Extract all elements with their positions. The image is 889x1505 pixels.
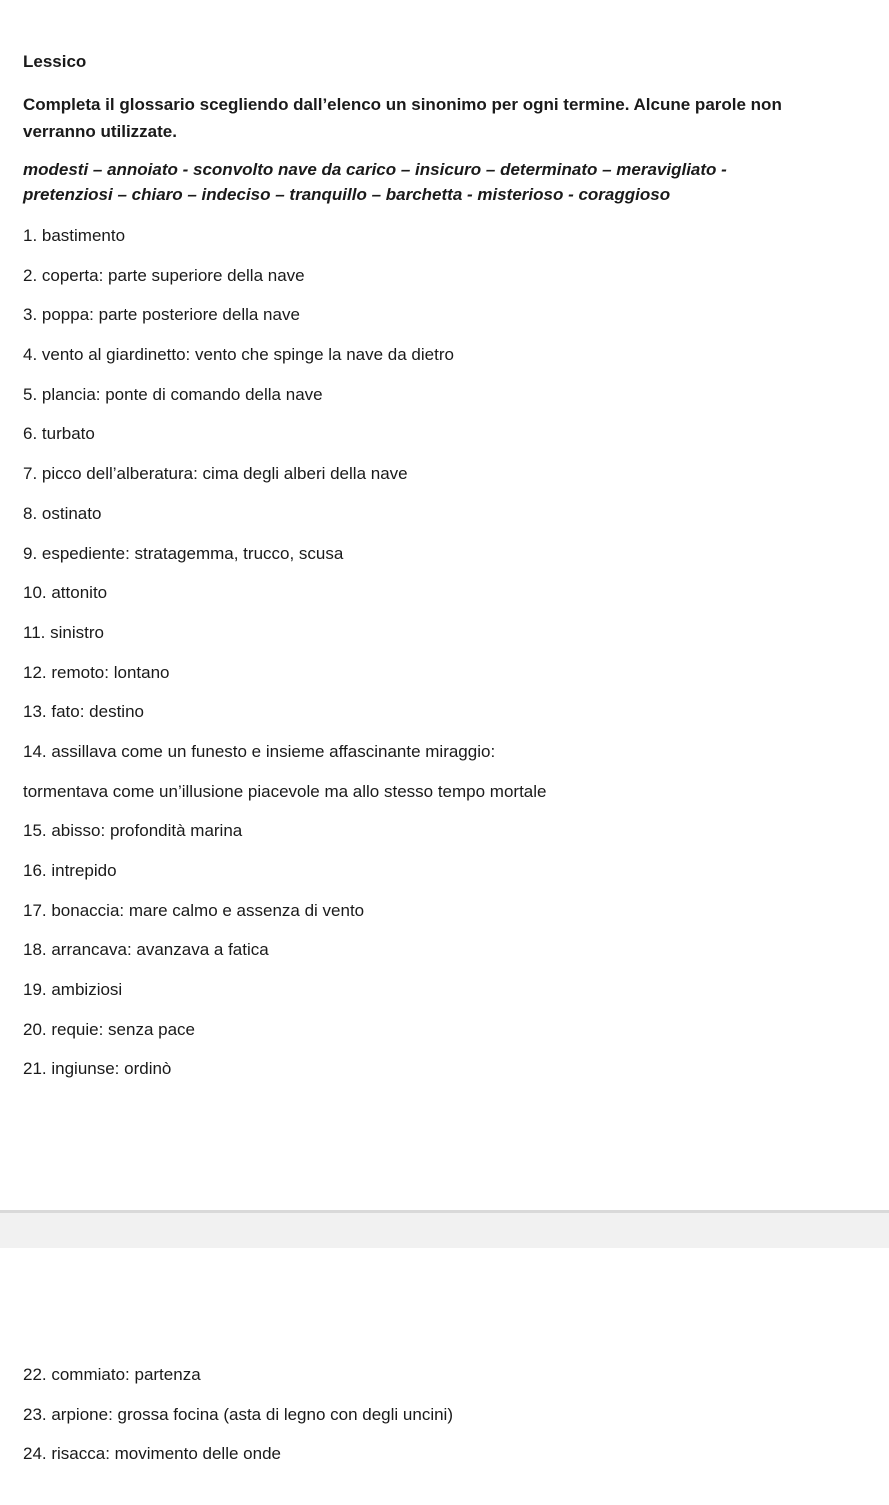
- word-bank-line-2: pretenziosi – chiaro – indeciso – tranquillo – barchetta - misterioso - coraggioso: [23, 185, 671, 204]
- glossary-item: 2. coperta: parte superiore della nave: [23, 265, 305, 285]
- glossary-item: 8. ostinato: [23, 503, 102, 523]
- word-bank-line-1: modesti – annoiato - sconvolto nave da carico – insicuro – determinato – meravigliato -: [23, 160, 727, 179]
- glossary-list-page-2: [23, 1364, 453, 1483]
- glossary-item: 6. turbato: [23, 424, 95, 444]
- glossary-item: 9. espediente: stratagemma, trucco, scusa: [23, 543, 344, 563]
- document-title: Lessico: [23, 52, 87, 71]
- glossary-item: 16. intrepido: [23, 861, 117, 880]
- glossary-item: 24. risacca: movimento delle onde: [23, 1444, 281, 1464]
- glossary-item: 22. commiato: partenza: [23, 1365, 201, 1384]
- page-break: [0, 1210, 889, 1248]
- glossary-item: 10. attonito: [23, 583, 108, 603]
- glossary-list: [23, 225, 546, 1098]
- glossary-item: 11. sinistro: [23, 622, 104, 642]
- word-bank: [23, 157, 873, 207]
- glossary-item: 23. arpione: grossa focina (asta di legno con degli uncini): [23, 1404, 453, 1424]
- glossary-item-continuation: tormentava come un’illusione piacevole ma allo stesso tempo mortale: [23, 781, 547, 801]
- glossary-item: 5. plancia: ponte di comando della nave: [23, 384, 323, 404]
- glossary-item: 17. bonaccia: mare calmo e assenza di vento: [23, 900, 365, 920]
- glossary-item: 3. poppa: parte posteriore della nave: [23, 305, 300, 325]
- glossary-item: 18. arrancava: avanzava a fatica: [23, 940, 269, 960]
- glossary-item: 20. requie: senza pace: [23, 1019, 196, 1039]
- glossary-item: 12. remoto: lontano: [23, 662, 170, 682]
- glossary-item: 14. assillava come un funesto e insieme affascinante miraggio:: [23, 741, 496, 761]
- glossary-item: 1. bastimento: [23, 226, 126, 245]
- glossary-item: 19. ambiziosi: [23, 980, 123, 1000]
- glossary-item: 13. fato: destino: [23, 702, 144, 722]
- glossary-item: 4. vento al giardinetto: vento che spinge la nave da dietro: [23, 345, 454, 365]
- glossary-item: 21. ingiunse: ordinò: [23, 1059, 172, 1079]
- instructions-text: Completa il glossario scegliendo dall’elenco un sinonimo per ogni termine. Alcune parole non verranno utilizzate.: [23, 95, 782, 141]
- glossary-item: 15. abisso: profondità marina: [23, 821, 243, 841]
- glossary-item: 7. picco dell’alberatura: cima degli alberi della nave: [23, 464, 408, 484]
